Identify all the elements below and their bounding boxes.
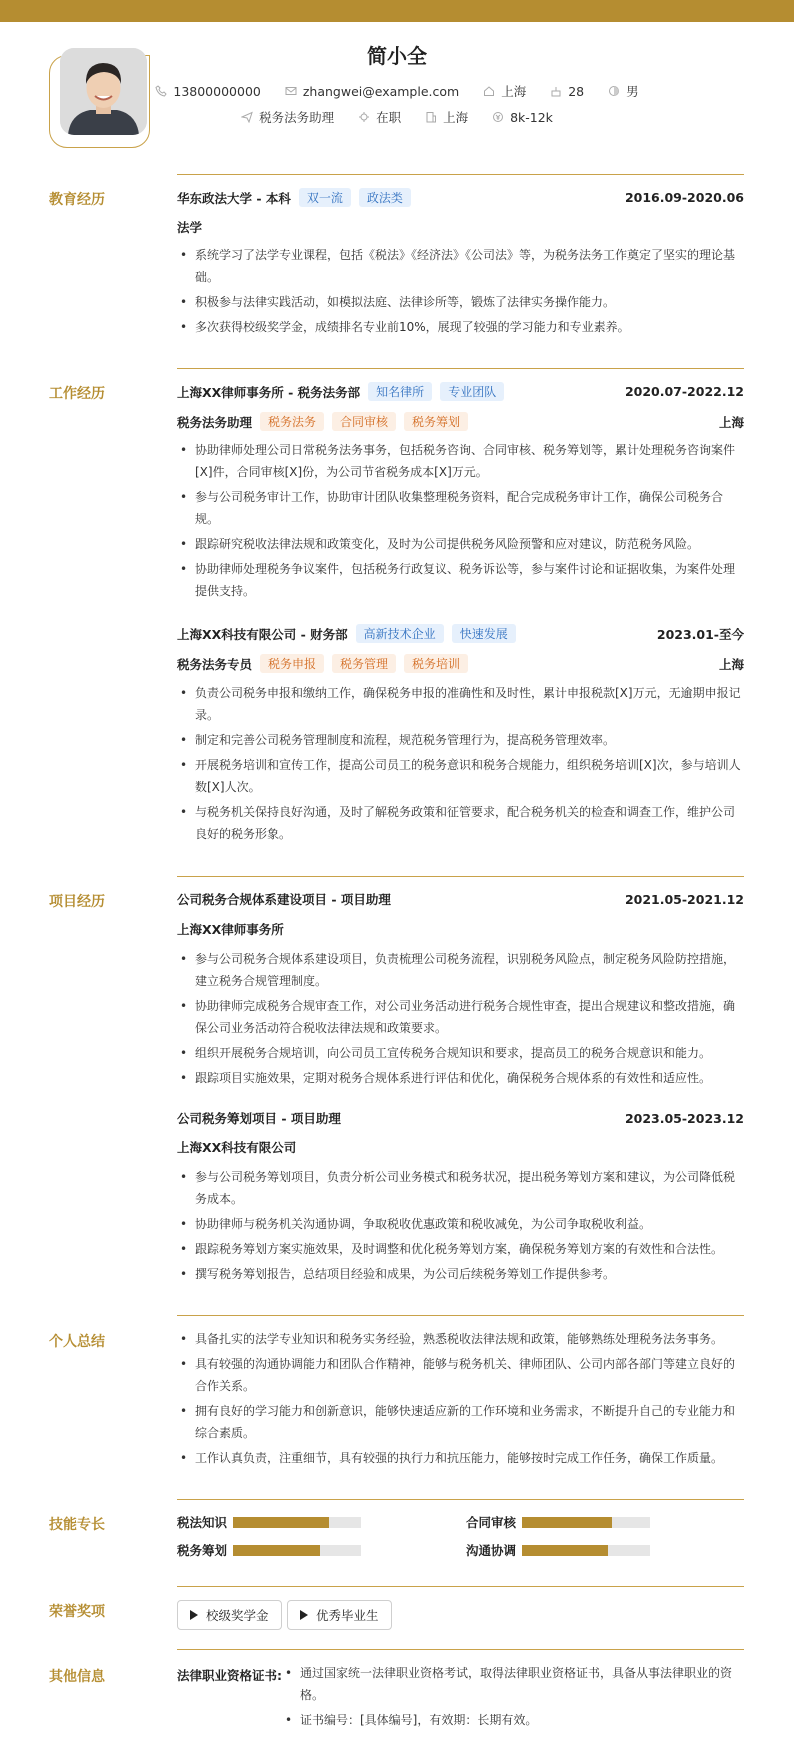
skill-fill <box>233 1517 329 1528</box>
status-icon <box>358 111 370 123</box>
mail-icon <box>285 85 297 97</box>
email-text: zhangwei@example.com <box>302 83 460 99</box>
skill-label: 税法知识 <box>177 1515 228 1530</box>
location-item <box>483 82 526 100</box>
skill-item <box>466 1513 650 1531</box>
work-bullets <box>177 682 744 848</box>
project-org-row <box>177 1138 744 1156</box>
list-item: • 制定和完善公司税务管理制度和流程，规范税务管理行为，提高税务管理效率。 <box>177 729 744 751</box>
list-item: • 参与公司税务筹划项目，负责分析公司业务模式和税务状况，提出税务筹划方案和建议，为公司降低税务成本。 <box>177 1166 744 1210</box>
summary-bullets <box>177 1328 744 1472</box>
skill-fill <box>522 1545 608 1556</box>
tag: 快速发展 <box>452 624 516 643</box>
age-text: 28 <box>568 83 585 99</box>
list-item: • 参与公司税务审计工作，协助审计团队收集整理税务资料，配合完成税务审计工作，确保公司税务合规。 <box>177 486 744 530</box>
project-date: 2021.05-2021.12 <box>624 891 744 907</box>
job-target-item <box>241 108 334 126</box>
skill-tag: 税务申报 <box>260 654 324 673</box>
tag: 高新技术企业 <box>356 624 444 643</box>
section-divider <box>177 1586 744 1587</box>
list-item: • 跟踪研究税收法律法规和政策变化，及时为公司提供税务风险预警和应对建议，防范税务风险。 <box>177 533 744 555</box>
award-badge <box>177 1600 282 1630</box>
work-date: 2023.01-至今 <box>656 626 744 642</box>
project-header <box>177 1109 744 1127</box>
phone-icon <box>155 85 167 97</box>
job-line <box>0 108 794 126</box>
skill-bar <box>233 1545 361 1556</box>
skill-tag: 税务法务 <box>260 412 324 431</box>
list-item: • 拥有良好的学习能力和创新意识，能够快速适应新的工作环境和业务需求，不断提升自己的专业能力和综合素质。 <box>177 1400 744 1444</box>
work-city: 上海 <box>718 656 744 672</box>
work-bullets <box>177 439 744 605</box>
job-target-text: 税务法务助理 <box>259 110 335 125</box>
salary-text: 8k-12k <box>510 109 553 125</box>
list-item: • 协助律师处理税务争议案件，包括税务行政复议、税务诉讼等，参与案件讨论和证据收集，为案件处理提供支持。 <box>177 558 744 602</box>
skill-fill <box>522 1517 612 1528</box>
award-badge <box>287 1600 392 1630</box>
list-item: • 协助律师与税务机关沟通协调，争取税收优惠政策和税收减免，为公司争取税收利益。 <box>177 1213 744 1235</box>
skill-label: 合同审核 <box>466 1515 517 1530</box>
project-bullets <box>177 948 744 1092</box>
status-item <box>358 108 401 126</box>
city-item <box>425 108 468 126</box>
skill-label: 沟通协调 <box>466 1543 517 1558</box>
phone-item <box>155 84 260 99</box>
play-icon <box>190 1610 198 1620</box>
list-item: • 通过国家统一法律职业资格考试，取得法律职业资格证书，具备从事法律职业的资格。 <box>282 1662 744 1706</box>
work-header <box>177 382 744 401</box>
project-name: 公司税务筹划项目 - 项目助理 <box>177 1111 341 1126</box>
education-major-row <box>177 218 744 236</box>
email-item <box>285 84 459 99</box>
project-name: 公司税务合规体系建设项目 - 项目助理 <box>177 892 391 907</box>
education-header <box>177 188 744 207</box>
list-item: • 跟踪项目实施效果，定期对税务合规体系进行评估和优化，确保税务合规体系的有效性和适应性。 <box>177 1067 744 1089</box>
section-other-title: 其他信息 <box>49 1669 105 1685</box>
project-org: 上海XX科技有限公司 <box>177 1140 297 1155</box>
list-item: • 具备扎实的法学专业知识和税务实务经验，熟悉税收法律法规和政策，能够熟练处理税务法务事务。 <box>177 1328 744 1350</box>
award-label: 优秀毕业生 <box>316 1608 379 1623</box>
role-title: 税务法务专员 <box>177 656 253 672</box>
work-date: 2020.07-2022.12 <box>624 384 744 399</box>
section-work-title: 工作经历 <box>49 386 105 402</box>
skill-bar <box>522 1545 650 1556</box>
section-project-title: 项目经历 <box>49 894 105 910</box>
section-divider <box>177 174 744 175</box>
tag: 知名律所 <box>368 382 432 401</box>
list-item: • 撰写税务筹划报告，总结项目经验和成果，为公司后续税务筹划工作提供参考。 <box>177 1263 744 1285</box>
role-title: 税务法务助理 <box>177 414 253 430</box>
phone-text: 13800000000 <box>173 83 261 99</box>
list-item: • 协助律师完成税务合规审查工作，对公司业务活动进行税务合规性审查，提出合规建议和整改措施，确保公司业务活动符合税收法律法规和政策要求。 <box>177 995 744 1039</box>
section-divider <box>177 368 744 369</box>
skill-bar <box>233 1517 361 1528</box>
work-header <box>177 624 744 643</box>
salary-item <box>492 110 553 125</box>
home-icon <box>483 85 495 97</box>
skill-item <box>466 1541 650 1559</box>
skill-fill <box>233 1545 320 1556</box>
project-date: 2023.05-2023.12 <box>624 1110 744 1126</box>
skill-bar <box>522 1517 650 1528</box>
list-item: • 系统学习了法学专业课程，包括《税法》《经济法》《公司法》等，为税务法务工作奠定了坚实的理论基础。 <box>177 244 744 288</box>
contact-line <box>0 82 794 100</box>
major: 法学 <box>177 220 203 235</box>
section-education-title: 教育经历 <box>49 192 105 208</box>
skill-tag: 税务管理 <box>332 654 396 673</box>
skill-item <box>177 1541 361 1559</box>
list-item: • 协助律师处理公司日常税务法务事务，包括税务咨询、合同审核、税务筹划等，累计处理税务咨询案件[X]件，合同审核[X]份，为公司节省税务成本[X]万元。 <box>177 439 744 483</box>
section-awards-title: 荣誉奖项 <box>49 1604 105 1620</box>
education-date: 2016.09-2020.06 <box>624 190 744 205</box>
list-item: • 工作认真负责，注重细节，具有较强的执行力和抗压能力，能够按时完成工作任务，确保工作质量。 <box>177 1447 744 1469</box>
list-item: • 与税务机关保持良好沟通，及时了解税务政策和征管要求，配合税务机关的检查和调查工作，维护公司良好的税务形象。 <box>177 801 744 845</box>
section-divider <box>177 1315 744 1316</box>
age-item <box>550 84 584 99</box>
skill-item <box>177 1513 361 1531</box>
section-skills-title: 技能专长 <box>49 1517 105 1533</box>
other-bullets <box>282 1662 744 1734</box>
list-item: • 组织开展税务合规培训，向公司员工宣传税务合规知识和要求，提高员工的税务合规意识和能力。 <box>177 1042 744 1064</box>
award-label: 校级奖学金 <box>206 1608 269 1623</box>
status-text: 在职 <box>376 110 402 125</box>
skill-label: 税务筹划 <box>177 1543 228 1558</box>
project-org-row <box>177 920 744 938</box>
gender-icon <box>608 85 620 97</box>
company-name: 上海XX律师事务所 - 税务法务部 <box>177 384 361 400</box>
project-org: 上海XX律师事务所 <box>177 922 284 937</box>
candidate-name: 简小全 <box>367 44 427 68</box>
section-divider <box>177 1649 744 1650</box>
company-name: 上海XX科技有限公司 - 财务部 <box>177 626 348 642</box>
location-text: 上海 <box>501 84 527 99</box>
money-icon <box>492 111 504 123</box>
section-divider <box>177 876 744 877</box>
school-name: 华东政法大学 - 本科 <box>177 190 291 206</box>
send-icon <box>241 111 253 123</box>
list-item: • 跟踪税务筹划方案实施效果，及时调整和优化税务筹划方案，确保税务筹划方案的有效性和合法性。 <box>177 1238 744 1260</box>
section-divider <box>177 1499 744 1500</box>
other-label-row <box>177 1666 282 1684</box>
list-item: • 负责公司税务申报和缴纳工作，确保税务申报的准确性和及时性，累计申报税款[X]万元，无逾期申报记录。 <box>177 682 744 726</box>
education-bullets <box>177 244 744 341</box>
city-text: 上海 <box>443 110 469 125</box>
project-bullets <box>177 1166 744 1288</box>
top-accent-bar <box>0 0 794 22</box>
tag: 专业团队 <box>440 382 504 401</box>
tag: 双一流 <box>299 188 351 207</box>
cake-icon <box>550 85 562 97</box>
skill-tag: 合同审核 <box>332 412 396 431</box>
skill-tag: 税务培训 <box>404 654 468 673</box>
skill-tag: 税务筹划 <box>404 412 468 431</box>
list-item: • 多次获得校级奖学金，成绩排名专业前10%，展现了较强的学习能力和专业素养。 <box>177 316 744 338</box>
list-item: • 积极参与法律实践活动，如模拟法庭、法律诊所等，锻炼了法律实务操作能力。 <box>177 291 744 313</box>
list-item: • 证书编号：[具体编号]，有效期：长期有效。 <box>282 1709 744 1731</box>
list-item: • 开展税务培训和宣传工作，提高公司员工的税务意识和税务合规能力，组织税务培训[X]次，参与培训人数[X]人次。 <box>177 754 744 798</box>
tag: 政法类 <box>359 188 411 207</box>
work-city: 上海 <box>718 414 744 430</box>
play-icon <box>300 1610 308 1620</box>
list-item: • 具有较强的沟通协调能力和团队合作精神，能够与税务机关、律师团队、公司内部各部门等建立良好的合作关系。 <box>177 1353 744 1397</box>
gender-text: 男 <box>626 84 639 99</box>
section-summary-title: 个人总结 <box>49 1334 105 1350</box>
building-icon <box>425 111 437 123</box>
work-role-row <box>177 654 744 673</box>
work-role-row <box>177 412 744 431</box>
project-header <box>177 890 744 908</box>
certificate-label: 法律职业资格证书: <box>177 1668 282 1683</box>
gender-item <box>608 82 639 100</box>
list-item: • 参与公司税务合规体系建设项目，负责梳理公司税务流程，识别税务风险点，制定税务风险防控措施，建立税务合规管理制度。 <box>177 948 744 992</box>
